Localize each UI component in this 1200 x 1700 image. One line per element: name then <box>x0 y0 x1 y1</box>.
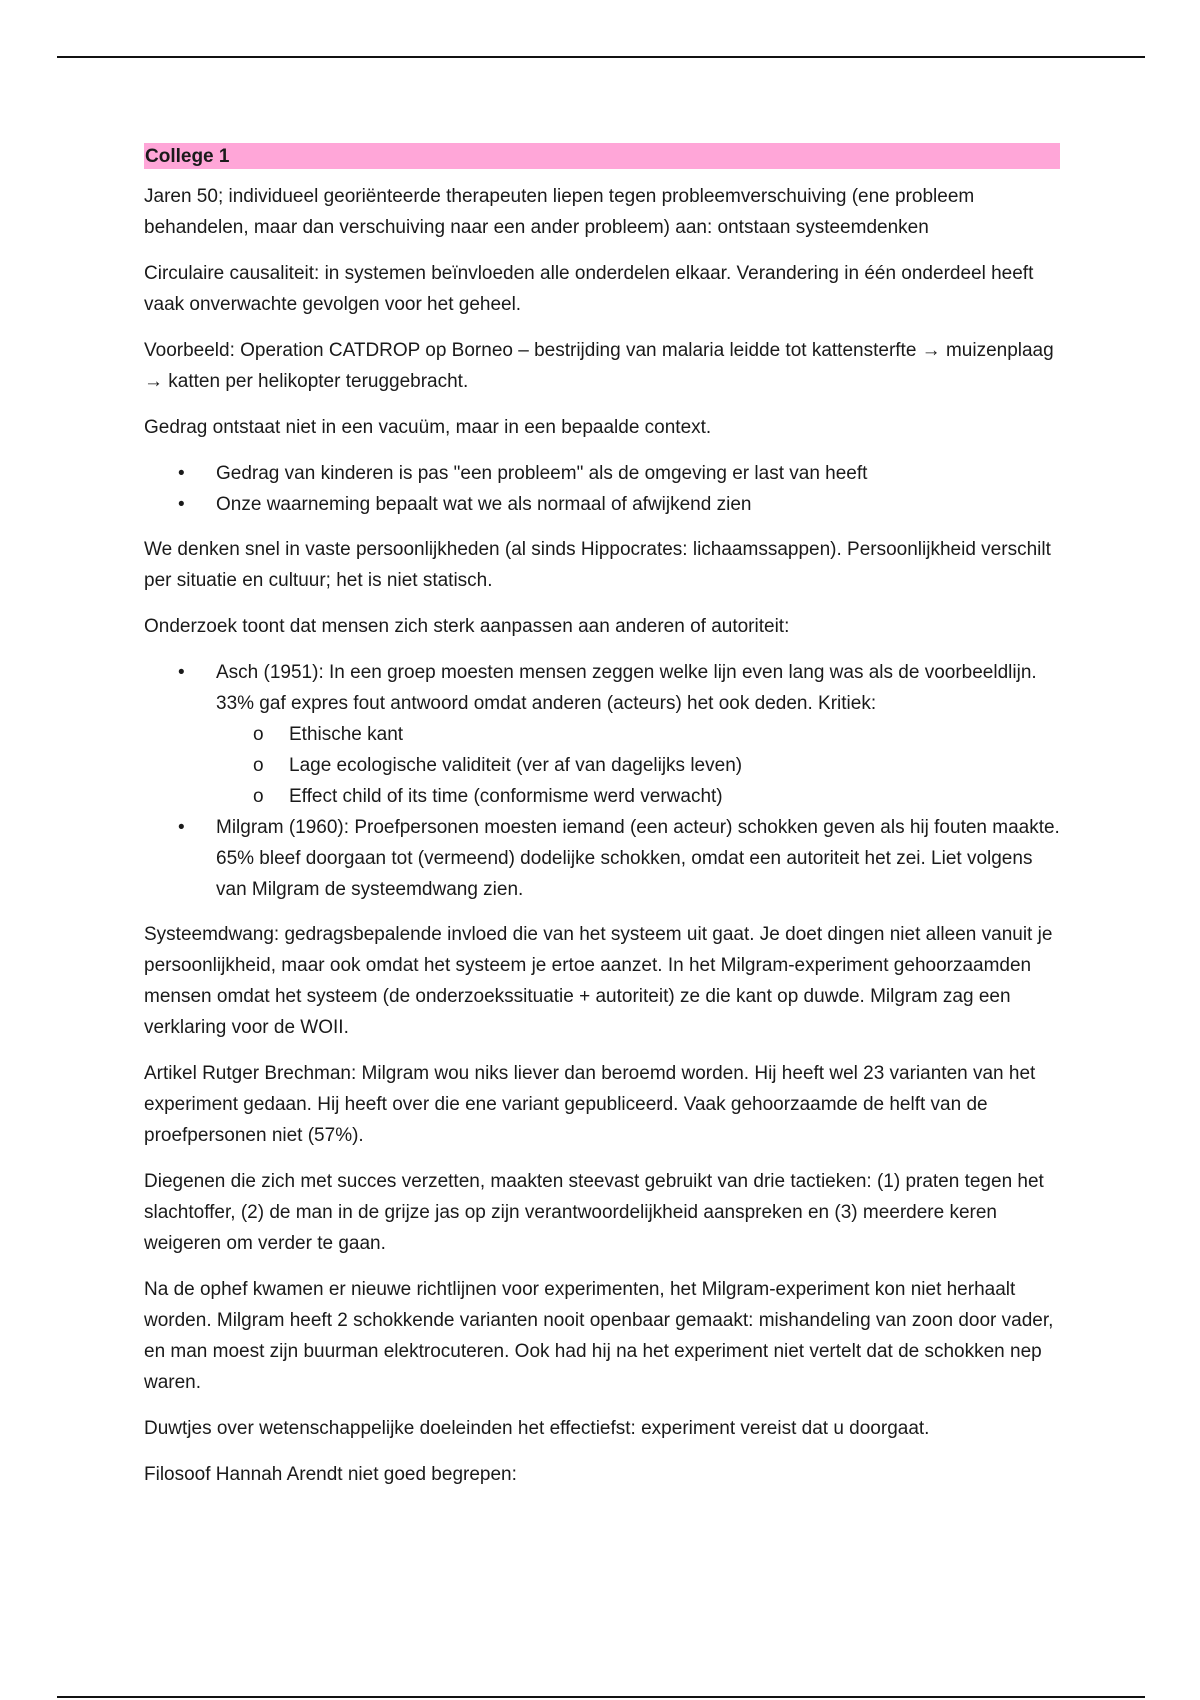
list-item-text: Milgram (1960): Proefpersonen moesten iemand (een acteur) schokken geven als hij fouten maakte. 65% bleef doorgaan tot (vermeend) dodelijke schokken, omdat een autoriteit het zei. Liet volgens van Milgram de systeemdwang zien. <box>216 817 1060 900</box>
list-item-text: Lage ecologische validiteit (ver af van dagelijks leven) <box>289 755 743 776</box>
bullet-icon: • <box>178 494 185 515</box>
list-item <box>144 657 1060 719</box>
bullet-list <box>144 657 1060 905</box>
paragraph: Voorbeeld: Operation CATDROP op Borneo – bestrijding van malaria leidde tot kattensterfte → muizenplaag → katten per helikopter teruggebracht. <box>144 340 1054 392</box>
sub-bullet-icon: o <box>253 724 264 745</box>
sub-list-item <box>144 750 1060 781</box>
paragraph: Duwtjes over wetenschappelijke doeleinden het effectiefst: experiment vereist dat u doorgaat. <box>144 1418 930 1439</box>
sub-list-item <box>144 781 1060 812</box>
footer-rule <box>57 1696 1145 1698</box>
list-item <box>144 489 1060 520</box>
paragraph: Circulaire causaliteit: in systemen beïnvloeden alle onderdelen elkaar. Verandering in één onderdeel heeft vaak onverwachte gevolgen voor het geheel. <box>144 263 1034 315</box>
document-page <box>144 143 1060 1505</box>
section-heading: College 1 <box>144 143 1060 169</box>
paragraph: Jaren 50; individueel georiënteerde therapeuten liepen tegen probleemverschuiving (ene probleem behandelen, maar dan verschuiving naar een ander probleem) aan: ontstaan systeemdenken <box>144 186 975 238</box>
list-item-text: Onze waarneming bepaalt wat we als normaal of afwijkend zien <box>216 494 752 515</box>
sub-list-item <box>144 719 1060 750</box>
bullet-list <box>144 458 1060 520</box>
paragraph: Diegenen die zich met succes verzetten, maakten steevast gebruikt van drie tactieken: (1) praten tegen het slachtoffer, (2) de man in de grijze jas op zijn verantwoordelijkheid aanspreken en (3) meerdere keren weigeren om verder te gaan. <box>144 1171 1044 1254</box>
list-item <box>144 812 1060 905</box>
list-item-text: Effect child of its time (conformisme werd verwacht) <box>289 786 723 807</box>
paragraph: Artikel Rutger Brechman: Milgram wou niks liever dan beroemd worden. Hij heeft wel 23 varianten van het experiment gedaan. Hij heeft over die ene variant gepubliceerd. Vaak gehoorzaamde de helft van de proefpersonen niet (57%). <box>144 1063 1036 1146</box>
paragraph: Systeemdwang: gedragsbepalende invloed die van het systeem uit gaat. Je doet dingen niet alleen vanuit je persoonlijkheid, maar ook omdat het systeem je ertoe aanzet. In het Milgram-experiment gehoorzaamden mensen omdat het systeem (de onderzoekssituatie + autoriteit) ze die kant op duwde. Milgram zag een verklaring voor de WOII. <box>144 924 1053 1038</box>
list-item-text: Asch (1951): In een groep moesten mensen zeggen welke lijn even lang was als de voorbeeldlijn. 33% gaf expres fout antwoord omdat anderen (acteurs) het ook deden. Kritiek: <box>216 662 1037 714</box>
sub-bullet-icon: o <box>253 755 264 776</box>
bullet-icon: • <box>178 817 185 838</box>
list-item-text: Gedrag van kinderen is pas "een probleem" als de omgeving er last van heeft <box>216 463 868 484</box>
paragraph: Na de ophef kwamen er nieuwe richtlijnen voor experimenten, het Milgram-experiment kon niet herhaalt worden. Milgram heeft 2 schokkende varianten nooit openbaar gemaakt: mishandeling van zoon door vader, en man moest zijn buurman elektrocuteren. Ook had hij na het experiment niet vertelt dat de schokken nep waren. <box>144 1279 1054 1393</box>
header-rule <box>57 56 1145 58</box>
paragraph: Onderzoek toont dat mensen zich sterk aanpassen aan anderen of autoriteit: <box>144 616 790 637</box>
paragraph: Gedrag ontstaat niet in een vacuüm, maar in een bepaalde context. <box>144 417 712 438</box>
paragraph: We denken snel in vaste persoonlijkheden (al sinds Hippocrates: lichaamssappen). Persoonlijkheid verschilt per situatie en cultuur; het is niet statisch. <box>144 539 1051 591</box>
bullet-icon: • <box>178 662 185 683</box>
bullet-icon: • <box>178 463 185 484</box>
list-item <box>144 458 1060 489</box>
sub-bullet-icon: o <box>253 786 264 807</box>
paragraph: Filosoof Hannah Arendt niet goed begrepen: <box>144 1464 517 1485</box>
list-item-text: Ethische kant <box>289 724 404 745</box>
